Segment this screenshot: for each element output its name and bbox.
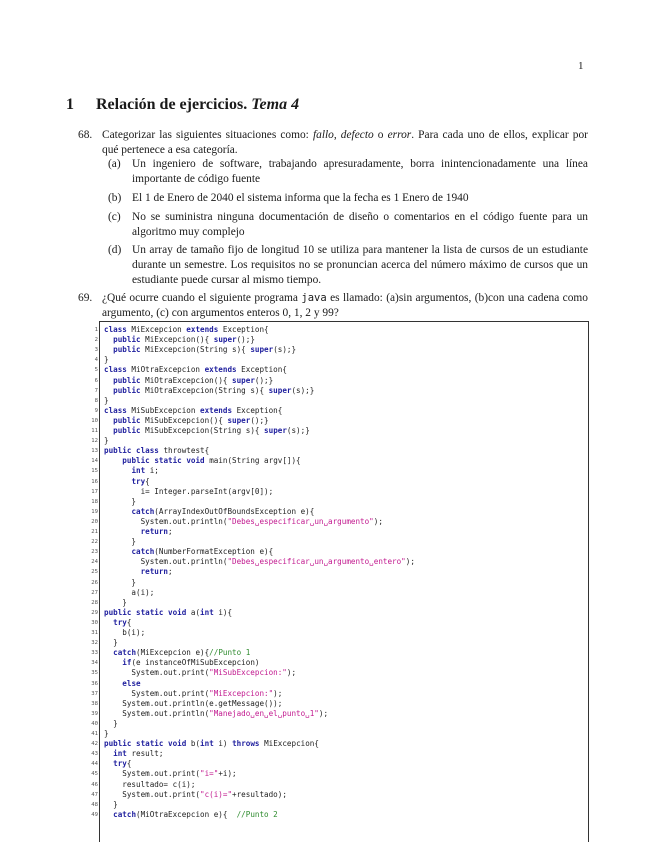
section-title: Relación de ejercicios. <box>96 96 248 113</box>
code-line <box>91 749 164 759</box>
code-text: catch(ArrayIndexOutOfBoundsException e){ <box>131 506 315 516</box>
line-number: 20 <box>91 518 98 525</box>
exercise-68-number: 68. <box>78 129 93 141</box>
code-text: System.out.print("c(i)="+resultado); <box>104 789 287 799</box>
code-text: class MiExcepcion extends Exception{ <box>104 325 269 334</box>
exercise-68-intro: Categorizar las siguientes situaciones como: <box>102 129 313 141</box>
code-line <box>91 799 118 810</box>
line-number: 16 <box>91 478 98 485</box>
code-text: public MiExcepcion(String s){ super(s);} <box>113 345 297 355</box>
code-text: try{ <box>113 617 132 627</box>
exercise-69-number: 69. <box>78 292 93 304</box>
line-number: 15 <box>91 468 98 475</box>
code-text: } <box>104 729 109 738</box>
code-line <box>91 769 237 779</box>
line-number: 28 <box>91 599 98 606</box>
code-line <box>91 658 260 668</box>
code-text: System.out.println("Manejado␣en␣el␣punto␣1"); <box>104 708 329 718</box>
line-number: 39 <box>91 710 98 717</box>
term-fallo: fallo <box>312 129 334 141</box>
code-line <box>91 527 173 537</box>
line-number: 47 <box>91 791 98 798</box>
line-number: 26 <box>91 579 98 586</box>
code-line <box>94 395 109 406</box>
code-line <box>91 759 132 769</box>
code-text: } <box>104 355 109 365</box>
line-number: 38 <box>91 700 98 707</box>
code-text: } <box>104 436 109 446</box>
code-text: int i; <box>131 466 159 476</box>
code-line <box>91 638 118 648</box>
line-number: 44 <box>91 761 98 768</box>
item-text: No se suministra ninguna documentación de diseño o comentarios en el código fuente para un algoritmo muy complejo <box>132 211 588 238</box>
code-line <box>91 486 274 497</box>
line-number: 12 <box>91 438 98 445</box>
code-text: try{ <box>113 759 132 769</box>
line-number: 40 <box>91 720 98 727</box>
line-number: 14 <box>91 458 98 465</box>
code-text: System.out.print("MiSubExcepcion:"); <box>104 668 297 678</box>
code-text: } <box>104 496 137 506</box>
code-text: class MiSubExcepcion extends Exception{ <box>104 405 283 415</box>
code-text: } <box>104 577 137 587</box>
code-line <box>94 325 269 335</box>
code-line <box>94 335 255 345</box>
exercise-69-text <box>102 291 588 321</box>
line-number: 17 <box>91 488 98 495</box>
code-text: public static void b(int i) throws MiExcepcion{ <box>104 739 319 749</box>
code-text: int result; <box>113 749 164 759</box>
line-number: 5 <box>94 367 98 374</box>
code-line <box>91 688 283 699</box>
code-line <box>91 729 109 739</box>
comma: , <box>333 129 341 141</box>
line-number: 42 <box>91 741 98 748</box>
code-line <box>94 355 109 365</box>
code-text: public static void a(int i){ <box>104 607 233 617</box>
code-line <box>91 426 310 436</box>
code-line <box>91 506 315 517</box>
code-line <box>91 739 319 749</box>
code-line <box>91 617 132 628</box>
code-text: public static void main(String argv[]){ <box>122 456 301 466</box>
code-line <box>91 597 127 608</box>
code-text: System.out.println(e.getMessage()); <box>104 698 283 708</box>
line-number: 37 <box>91 690 98 697</box>
code-line <box>91 708 329 719</box>
line-number: 3 <box>94 347 98 354</box>
line-number: 43 <box>91 751 98 758</box>
list-item <box>108 210 588 240</box>
line-number: 7 <box>94 387 98 394</box>
list-item <box>108 243 588 288</box>
code-text: public MiOtraExcepcion(String s){ super(s);} <box>113 385 315 395</box>
line-number: 21 <box>91 529 98 535</box>
code-line <box>94 365 287 375</box>
code-text: catch(NumberFormatException e){ <box>131 547 274 557</box>
code-line <box>94 405 283 416</box>
code-text: public MiSubExcepcion(String s){ super(s);} <box>113 426 310 435</box>
code-line <box>91 567 173 577</box>
code-line <box>91 476 150 487</box>
code-text: System.out.print("MiExcepcion:"); <box>104 688 283 698</box>
code-line <box>91 415 269 426</box>
line-number: 48 <box>91 801 98 808</box>
code-text: if(e instanceOfMiSubExcepcion) <box>122 658 260 668</box>
line-number: 8 <box>94 397 98 404</box>
code-text: else <box>122 678 141 688</box>
code-line <box>91 516 383 527</box>
section-heading <box>66 96 299 114</box>
exercise-69 <box>78 291 588 321</box>
code-text: public MiOtraExcepcion(){ super();} <box>113 375 274 385</box>
item-label: (a) <box>108 158 121 170</box>
line-number: 24 <box>91 559 98 566</box>
line-number: 36 <box>91 680 98 687</box>
code-text: } <box>104 799 118 809</box>
code-line <box>91 537 137 547</box>
line-number: 1 <box>94 327 98 333</box>
code-text: catch(MiExcepcion e){//Punto 1 <box>113 648 251 658</box>
line-number: 29 <box>91 609 98 616</box>
exercise-69-text-a: ¿Qué ocurre cuando el siguiente programa <box>102 292 302 304</box>
code-line <box>94 345 297 355</box>
code-listing <box>91 321 589 842</box>
list-item <box>108 191 588 206</box>
exercise-68 <box>78 128 588 158</box>
line-number: 33 <box>91 650 98 657</box>
code-text: return; <box>140 567 173 577</box>
code-line <box>91 809 278 820</box>
code-text: a(i); <box>104 587 155 597</box>
code-text: public class throwtest{ <box>104 446 210 456</box>
line-number: 30 <box>91 619 98 626</box>
code-text: public MiSubExcepcion(){ super();} <box>113 415 269 425</box>
code-line <box>91 436 109 446</box>
line-number: 49 <box>91 811 98 818</box>
line-number: 41 <box>91 731 98 737</box>
exercise-68-intro-end: . Para cada uno de ellos, explicar por qué pertenece a esa categoría. <box>102 129 588 156</box>
code-text: System.out.println("Debes␣especificar␣un␣argumento␣entero"); <box>104 557 415 567</box>
line-number: 45 <box>91 771 98 778</box>
code-text: return; <box>140 527 173 536</box>
list-item <box>108 157 588 187</box>
code-text: } <box>104 638 118 648</box>
code-text: public MiExcepcion(){ super();} <box>113 335 255 345</box>
term-defecto: defecto <box>340 129 374 141</box>
line-number: 19 <box>91 508 98 515</box>
code-line <box>91 648 251 658</box>
line-number: 10 <box>91 417 98 424</box>
code-line <box>91 718 118 729</box>
line-number: 6 <box>94 377 98 384</box>
line-number: 34 <box>91 660 98 667</box>
code-text: } <box>104 718 118 728</box>
code-line <box>91 577 137 588</box>
code-text: } <box>104 597 127 607</box>
java-keyword: java <box>301 292 327 304</box>
line-number: 31 <box>91 630 98 636</box>
line-number: 2 <box>94 337 98 344</box>
code-text: try{ <box>131 476 150 486</box>
line-number: 22 <box>91 539 98 546</box>
code-line <box>91 446 210 456</box>
line-number: 23 <box>91 549 98 556</box>
code-line <box>91 496 137 507</box>
line-number: 9 <box>94 407 98 414</box>
code-line <box>91 547 274 557</box>
code-text: System.out.println("Debes␣especificar␣un␣argumento"); <box>104 516 383 526</box>
item-text: El 1 de Enero de 2040 el sistema informa que la fecha es 1 Enero de 1940 <box>132 192 469 204</box>
code-line <box>91 789 287 800</box>
line-number: 46 <box>91 781 98 788</box>
item-label: (c) <box>108 211 121 223</box>
code-line <box>91 607 233 618</box>
line-number: 18 <box>91 498 98 505</box>
code-line <box>91 668 297 678</box>
code-text: b(i); <box>104 628 146 637</box>
code-line <box>91 456 301 466</box>
line-number: 4 <box>94 357 98 364</box>
line-number: 25 <box>91 569 98 576</box>
code-text: class MiOtraExcepcion extends Exception{ <box>104 365 287 375</box>
line-number: 11 <box>91 428 98 434</box>
code-line <box>94 385 315 396</box>
section-number: 1 <box>66 96 74 113</box>
conj-o: o <box>373 129 388 141</box>
code-line <box>91 628 146 638</box>
code-line <box>91 779 196 790</box>
code-line <box>94 375 274 386</box>
code-line <box>91 587 155 598</box>
exercise-69-text-b: es llamado: (a)sin argumentos, (b)con una cadena como argumento, (c) con argumentos enteros 0, 1, 2 y 99? <box>102 292 588 319</box>
line-number: 27 <box>91 589 98 596</box>
line-number: 35 <box>91 670 98 677</box>
section-title-italic: Tema 4 <box>251 96 300 113</box>
code-line <box>91 466 159 476</box>
exercise-68-text <box>102 128 588 158</box>
code-text: } <box>104 537 137 547</box>
item-label: (b) <box>108 192 122 204</box>
code-line <box>91 678 141 689</box>
code-line <box>91 557 415 567</box>
page-number: 1 <box>578 60 584 72</box>
item-text: Un ingeniero de software, trabajando apresuradamente, borra inintencionadamente una línea importante de código fuente <box>132 158 588 185</box>
line-number: 13 <box>91 448 98 455</box>
item-text: Un array de tamaño fijo de longitud 10 se utiliza para mantener la lista de cursos de un estudiante durante un semestre. Los requisitos no se pronuncian acerca del número máximo de cursos que un estudiante puede cursar al mismo tiempo. <box>132 244 588 286</box>
code-text: resultado= c(i); <box>104 779 196 789</box>
item-label: (d) <box>108 244 122 256</box>
code-text: catch(MiOtraExcepcion e){ //Punto 2 <box>113 809 278 819</box>
term-error: error <box>387 129 412 141</box>
line-number: 32 <box>91 640 98 647</box>
code-text: i= Integer.parseInt(argv[0]); <box>104 486 274 496</box>
code-text: } <box>104 395 109 405</box>
code-text: System.out.print("i="+i); <box>104 769 237 779</box>
code-line <box>91 698 283 709</box>
